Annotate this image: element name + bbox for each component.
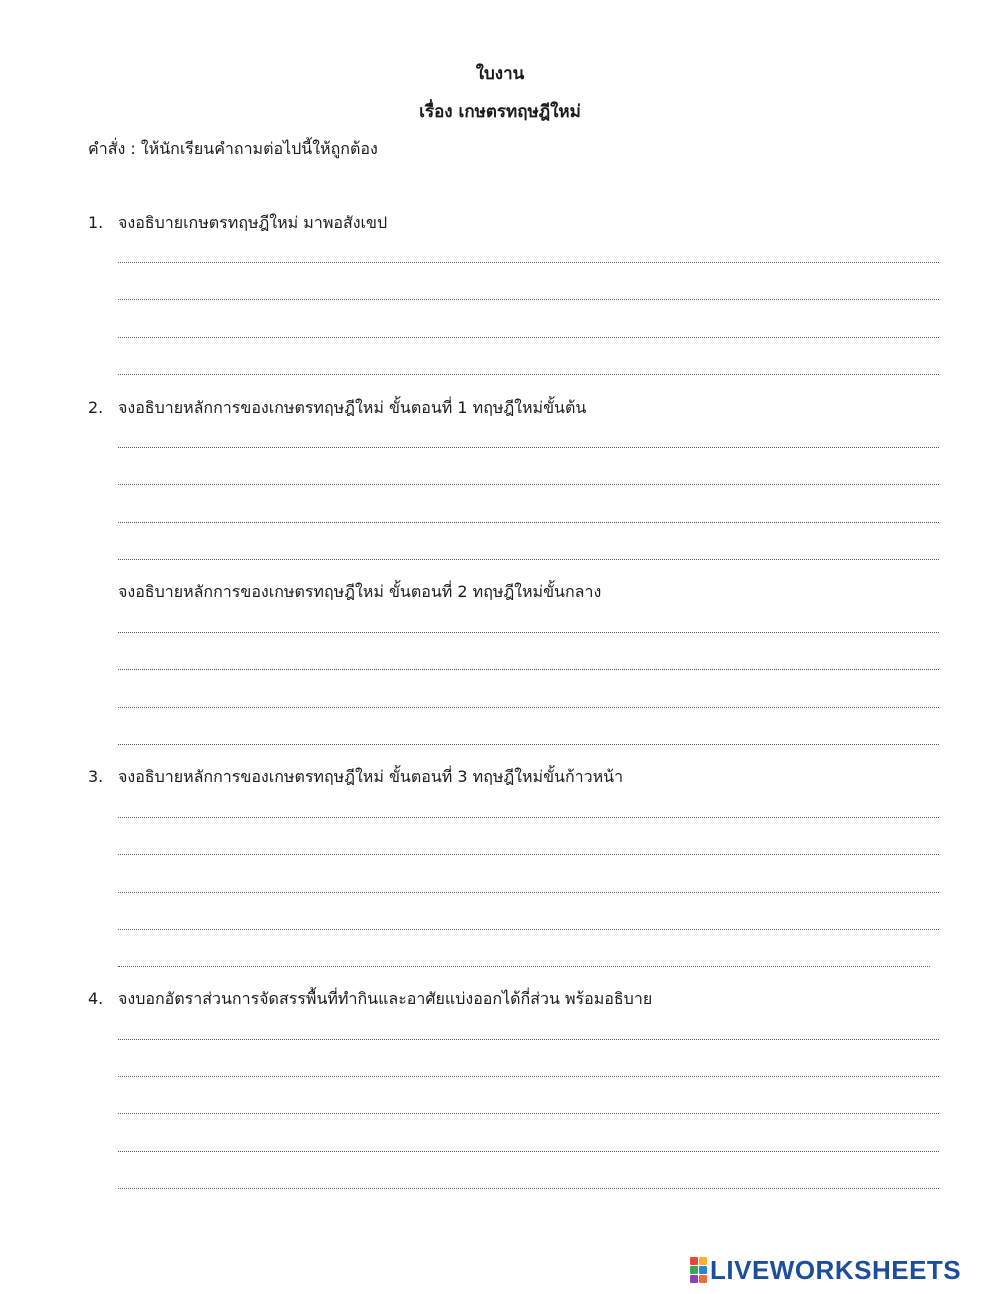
worksheet-subtitle: เรื่อง เกษตรทฤษฎีใหม่ (419, 102, 581, 122)
question-number: 2. (88, 398, 104, 417)
question-text: จงอธิบายเกษตรทฤษฎีใหม่ มาพอสังเขป (118, 213, 388, 232)
answer-line[interactable] (118, 929, 939, 930)
answer-line[interactable] (118, 299, 939, 300)
liveworksheets-logo-icon (690, 1257, 706, 1283)
answer-line[interactable] (118, 337, 939, 338)
logo-square-icon (699, 1275, 707, 1283)
answer-line[interactable] (118, 1113, 939, 1114)
question-2 (88, 397, 586, 419)
logo-square-icon (690, 1275, 698, 1283)
question-4 (88, 988, 652, 1010)
logo-square-icon (690, 1266, 698, 1274)
question-number: 3. (88, 767, 104, 786)
answer-line[interactable] (118, 374, 939, 375)
answer-line[interactable] (118, 892, 939, 893)
question-text: จงอธิบายหลักการของเกษตรทฤษฎีใหม่ ขั้นตอนที่ 3 ทฤษฎีใหม่ขั้นก้าวหน้า (118, 767, 624, 786)
answer-line[interactable] (118, 707, 939, 708)
question-text: จงอธิบายหลักการของเกษตรทฤษฎีใหม่ ขั้นตอนที่ 1 ทฤษฎีใหม่ขั้นต้น (118, 398, 587, 417)
answer-line[interactable] (118, 447, 939, 448)
answer-line[interactable] (118, 484, 939, 485)
answer-line[interactable] (118, 669, 939, 670)
answer-line[interactable] (118, 744, 939, 745)
answer-line[interactable] (118, 1039, 939, 1040)
question-2-stage-2 (118, 581, 601, 603)
logo-square-icon (690, 1257, 698, 1265)
question-number: 1. (88, 213, 104, 232)
worksheet-title: ใบงาน (475, 64, 525, 84)
answer-line[interactable] (118, 817, 939, 818)
liveworksheets-logo-text: LIVEWORKSHEETS (710, 1255, 962, 1285)
answer-line[interactable] (118, 1151, 939, 1152)
logo-square-icon (699, 1266, 707, 1274)
liveworksheets-logo[interactable] (690, 1255, 961, 1285)
answer-line[interactable] (118, 1188, 939, 1189)
instruction-text: คำสั่ง : ให้นักเรียนคำถามต่อไปนี้ให้ถูกต้อง (88, 139, 378, 158)
answer-line[interactable] (118, 1076, 939, 1077)
question-text: จงบอกอัตราส่วนการจัดสรรพื้นที่ทำกินและอาศัยแบ่งออกได้กี่ส่วน พร้อมอธิบาย (118, 989, 653, 1008)
answer-line[interactable] (118, 632, 939, 633)
question-3 (88, 766, 623, 788)
question-number: 4. (88, 989, 104, 1008)
answer-line[interactable] (118, 854, 939, 855)
question-text: จงอธิบายหลักการของเกษตรทฤษฎีใหม่ ขั้นตอนที่ 2 ทฤษฎีใหม่ขั้นกลาง (118, 582, 602, 601)
answer-line[interactable] (118, 559, 939, 560)
logo-square-icon (699, 1257, 707, 1265)
question-1 (88, 212, 387, 234)
answer-line[interactable] (118, 522, 939, 523)
answer-line[interactable] (118, 966, 930, 967)
answer-line[interactable] (118, 262, 939, 263)
